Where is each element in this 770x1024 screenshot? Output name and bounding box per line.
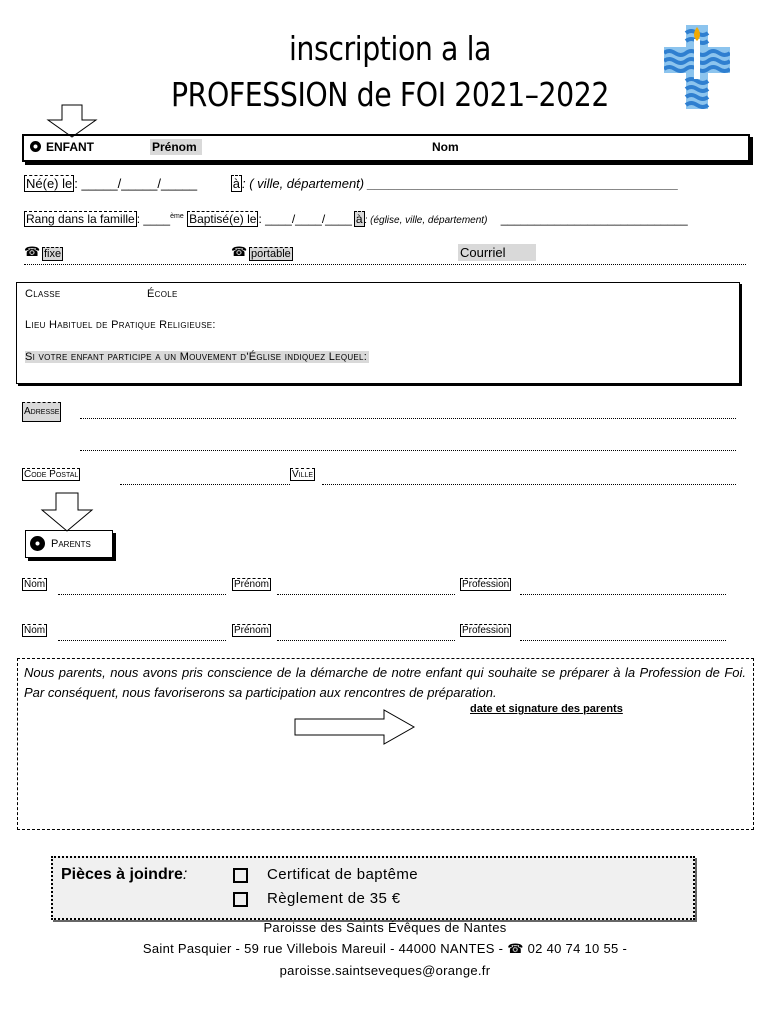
cross-logo — [664, 25, 730, 109]
birth-place-label: à — [232, 176, 241, 191]
mouvement-label: Si votre enfant participe a un Mouvement d'Église indiquez Lequel: — [25, 351, 368, 363]
baptise-label: Baptisé(e) le — [189, 212, 257, 226]
ne-le-label: Né(e) le — [26, 176, 73, 191]
birth-row — [24, 176, 754, 191]
parent-profession-label: Profession — [462, 579, 510, 590]
parent-profession-field[interactable] — [520, 594, 726, 595]
parent-prenom-label: Prénom — [234, 625, 270, 636]
down-arrow-icon — [46, 104, 98, 138]
school-info-box — [16, 282, 740, 384]
footer-phone: 02 40 74 10 55 - — [523, 941, 628, 956]
parent-prenom-field[interactable] — [277, 640, 455, 641]
code-postal-field[interactable] — [120, 484, 290, 485]
signature-area[interactable] — [38, 739, 738, 823]
adresse-line-1[interactable] — [80, 418, 736, 419]
prenom-label: Prénom — [150, 139, 202, 155]
title-line-2: PROFESSION de FOI 2021–2022 — [170, 75, 609, 114]
radio-icon — [30, 536, 45, 551]
adresse-block — [22, 398, 742, 488]
title-line-1: inscription a la — [288, 29, 492, 68]
footer-line-1: Paroisse des Saints Évêques de Nantes — [263, 920, 507, 935]
document-item: Règlement de 35 € — [267, 890, 401, 907]
checkbox-icon[interactable] — [233, 868, 248, 883]
classe-label: Classe — [25, 288, 61, 300]
ville-field[interactable] — [322, 484, 736, 485]
ville-label: Ville — [292, 469, 314, 480]
parent-profession-field[interactable] — [520, 640, 726, 641]
radio-icon — [30, 141, 41, 152]
signature-label: date et signature des parents — [470, 703, 623, 715]
bapteme-place-label: à — [355, 212, 363, 226]
parent-nom-field[interactable] — [58, 640, 226, 641]
parents-label: Parents — [51, 538, 91, 550]
document-item: Certificat de baptême — [267, 866, 418, 883]
parent-nom-label: Nom — [24, 625, 46, 636]
down-arrow-icon — [40, 492, 94, 532]
pieces-text: Pièces à joindre — [61, 866, 183, 883]
portable-label: portable — [251, 248, 291, 260]
enfant-label: ENFANT — [46, 140, 94, 154]
consent-text: Nous parents, nous avons pris conscience de la démarche de notre enfant qui souhaite se préparer à la Profession de Foi. Par conséquent, nous favoriserons sa participation aux rencontres de préparation. — [24, 665, 746, 700]
rang-field[interactable]: : ____ — [136, 212, 171, 226]
pieces-colon: : — [182, 866, 188, 883]
parent-nom-label: Nom — [24, 579, 46, 590]
birth-place-field[interactable]: : ( ville, département) ___________________________________________ — [242, 176, 679, 191]
parent-prenom-field[interactable] — [277, 594, 455, 595]
eme-suffix: ème — [170, 213, 184, 220]
rang-label: Rang dans la famille — [26, 212, 135, 226]
enfant-section-bar — [22, 134, 750, 162]
parent-row — [22, 576, 728, 596]
parent-profession-label: Profession — [462, 625, 510, 636]
lieu-pratique-label: Lieu Habituel de Pratique Religieuse: — [25, 319, 216, 331]
checkbox-icon[interactable] — [233, 892, 248, 907]
documents-box — [51, 856, 695, 920]
birth-date-field[interactable]: : _____/_____/_____ — [74, 176, 198, 191]
footer-address: Saint Pasquier - 59 rue Villebois Mareuil - 44000 NANTES - — [142, 941, 508, 956]
parent-nom-field[interactable] — [58, 594, 226, 595]
bapteme-date-field[interactable]: : ____/____/____ — [258, 212, 352, 226]
nom-label: Nom — [432, 140, 459, 154]
parents-section-label — [25, 530, 113, 558]
bapteme-place-hint: : (église, ville, département) — [364, 215, 488, 226]
ecole-label: École — [147, 288, 178, 300]
bapteme-place-field[interactable]: ____________________________ — [500, 212, 688, 226]
adresse-label: Adresse — [22, 402, 61, 422]
parent-prenom-label: Prénom — [234, 579, 270, 590]
phone-icon: ☎ — [507, 941, 524, 956]
phone-icon: ☎ — [24, 244, 41, 259]
consent-box — [17, 658, 754, 830]
contact-row — [24, 244, 746, 265]
fixe-label: fixe — [44, 248, 62, 260]
footer-email[interactable]: paroisse.saintseveques@orange.fr — [279, 963, 491, 978]
rang-row — [24, 212, 764, 226]
code-postal-label: Code Postal — [24, 469, 79, 480]
adresse-line-2[interactable] — [80, 450, 736, 451]
courriel-label: Courriel — [458, 244, 536, 261]
footer-line-2 — [0, 941, 770, 957]
parent-row — [22, 622, 728, 642]
phone-icon: ☎ — [231, 244, 248, 259]
pieces-label — [61, 866, 187, 884]
